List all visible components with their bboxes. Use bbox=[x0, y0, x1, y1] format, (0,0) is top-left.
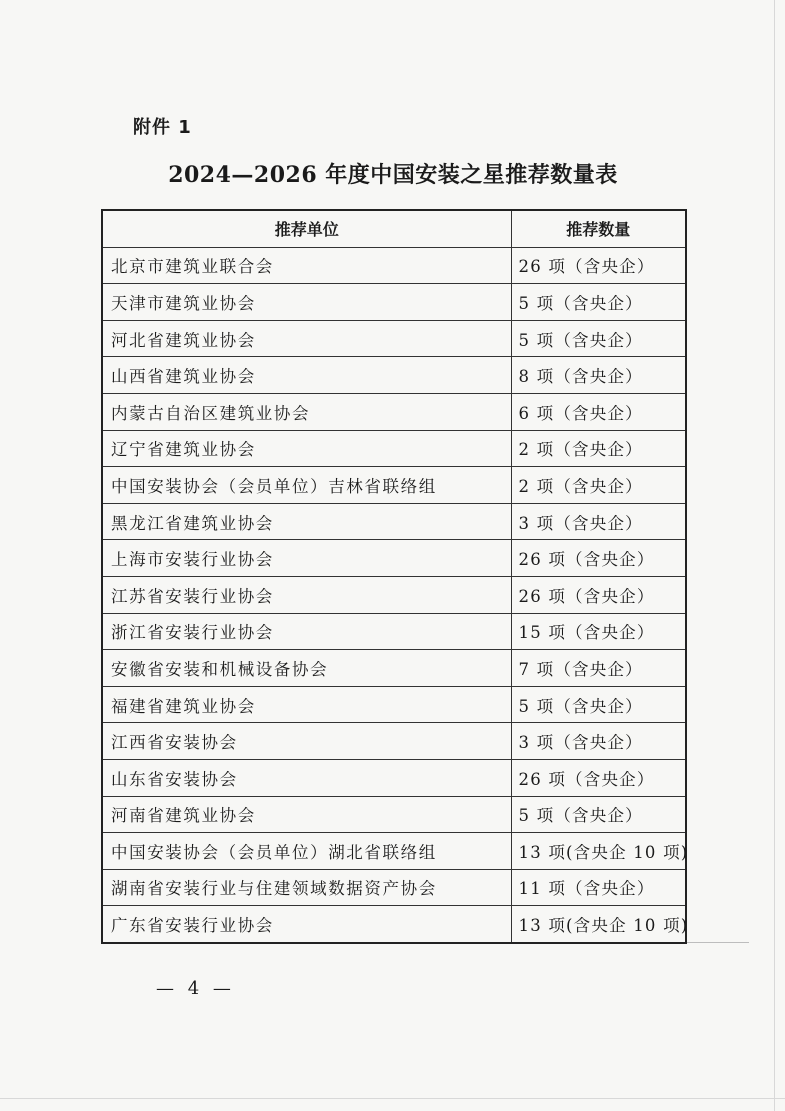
table-row bbox=[102, 540, 686, 577]
row-unit: 安徽省安装和机械设备协会 bbox=[102, 650, 511, 687]
row-count: 2 项（含央企） bbox=[511, 467, 686, 504]
row-unit: 河北省建筑业协会 bbox=[102, 320, 511, 357]
row-count: 11 项（含央企） bbox=[511, 869, 686, 906]
table-row bbox=[102, 247, 686, 284]
row-count: 13 项(含央企 10 项) bbox=[511, 906, 686, 943]
row-count: 7 项（含央企） bbox=[511, 650, 686, 687]
table-row bbox=[102, 357, 686, 394]
header-count: 推荐数量 bbox=[511, 210, 686, 247]
row-unit: 浙江省安装行业协会 bbox=[102, 613, 511, 650]
table-row bbox=[102, 833, 686, 870]
row-unit: 中国安装协会（会员单位）湖北省联络组 bbox=[102, 833, 511, 870]
row-unit: 江西省安装协会 bbox=[102, 723, 511, 760]
table-row bbox=[102, 686, 686, 723]
row-unit: 山西省建筑业协会 bbox=[102, 357, 511, 394]
row-count: 5 项（含央企） bbox=[511, 284, 686, 321]
table-row bbox=[102, 503, 686, 540]
table-row bbox=[102, 650, 686, 687]
row-unit: 福建省建筑业协会 bbox=[102, 686, 511, 723]
row-count: 15 项（含央企） bbox=[511, 613, 686, 650]
row-count: 26 项（含央企） bbox=[511, 247, 686, 284]
table-row bbox=[102, 613, 686, 650]
row-unit: 中国安装协会（会员单位）吉林省联络组 bbox=[102, 467, 511, 504]
row-count: 8 项（含央企） bbox=[511, 357, 686, 394]
row-count: 5 项（含央企） bbox=[511, 686, 686, 723]
table-row bbox=[102, 393, 686, 430]
table-row bbox=[102, 869, 686, 906]
recommendation-table bbox=[101, 209, 687, 944]
row-count: 3 项（含央企） bbox=[511, 503, 686, 540]
table-row bbox=[102, 576, 686, 613]
row-unit: 上海市安装行业协会 bbox=[102, 540, 511, 577]
row-unit: 湖南省安装行业与住建领域数据资产协会 bbox=[102, 869, 511, 906]
attachment-label: 附件 1 bbox=[133, 117, 192, 138]
scan-artifact-line bbox=[687, 942, 749, 943]
row-unit: 黑龙江省建筑业协会 bbox=[102, 503, 511, 540]
row-count: 3 项（含央企） bbox=[511, 723, 686, 760]
table-header-row bbox=[102, 210, 686, 247]
table-row bbox=[102, 467, 686, 504]
table-row bbox=[102, 906, 686, 943]
table-row bbox=[102, 796, 686, 833]
row-count: 6 项（含央企） bbox=[511, 393, 686, 430]
row-unit: 河南省建筑业协会 bbox=[102, 796, 511, 833]
row-count: 26 项（含央企） bbox=[511, 540, 686, 577]
row-count: 26 项（含央企） bbox=[511, 759, 686, 796]
row-count: 13 项(含央企 10 项) bbox=[511, 833, 686, 870]
page-title: 2024—2026 年度中国安装之星推荐数量表 bbox=[168, 162, 618, 188]
header-unit: 推荐单位 bbox=[102, 210, 511, 247]
row-count: 26 项（含央企） bbox=[511, 576, 686, 613]
row-unit: 天津市建筑业协会 bbox=[102, 284, 511, 321]
table-row bbox=[102, 320, 686, 357]
row-unit: 内蒙古自治区建筑业协会 bbox=[102, 393, 511, 430]
row-unit: 北京市建筑业联合会 bbox=[102, 247, 511, 284]
page-number: — 4 — bbox=[156, 978, 235, 999]
row-count: 2 项（含央企） bbox=[511, 430, 686, 467]
page-edge-right bbox=[774, 0, 775, 1111]
row-count: 5 项（含央企） bbox=[511, 320, 686, 357]
row-unit: 辽宁省建筑业协会 bbox=[102, 430, 511, 467]
table-row bbox=[102, 759, 686, 796]
page-edge-bottom bbox=[0, 1098, 785, 1099]
table-row bbox=[102, 284, 686, 321]
row-unit: 江苏省安装行业协会 bbox=[102, 576, 511, 613]
row-count: 5 项（含央企） bbox=[511, 796, 686, 833]
table-row bbox=[102, 723, 686, 760]
row-unit: 广东省安装行业协会 bbox=[102, 906, 511, 943]
table-row bbox=[102, 430, 686, 467]
row-unit: 山东省安装协会 bbox=[102, 759, 511, 796]
